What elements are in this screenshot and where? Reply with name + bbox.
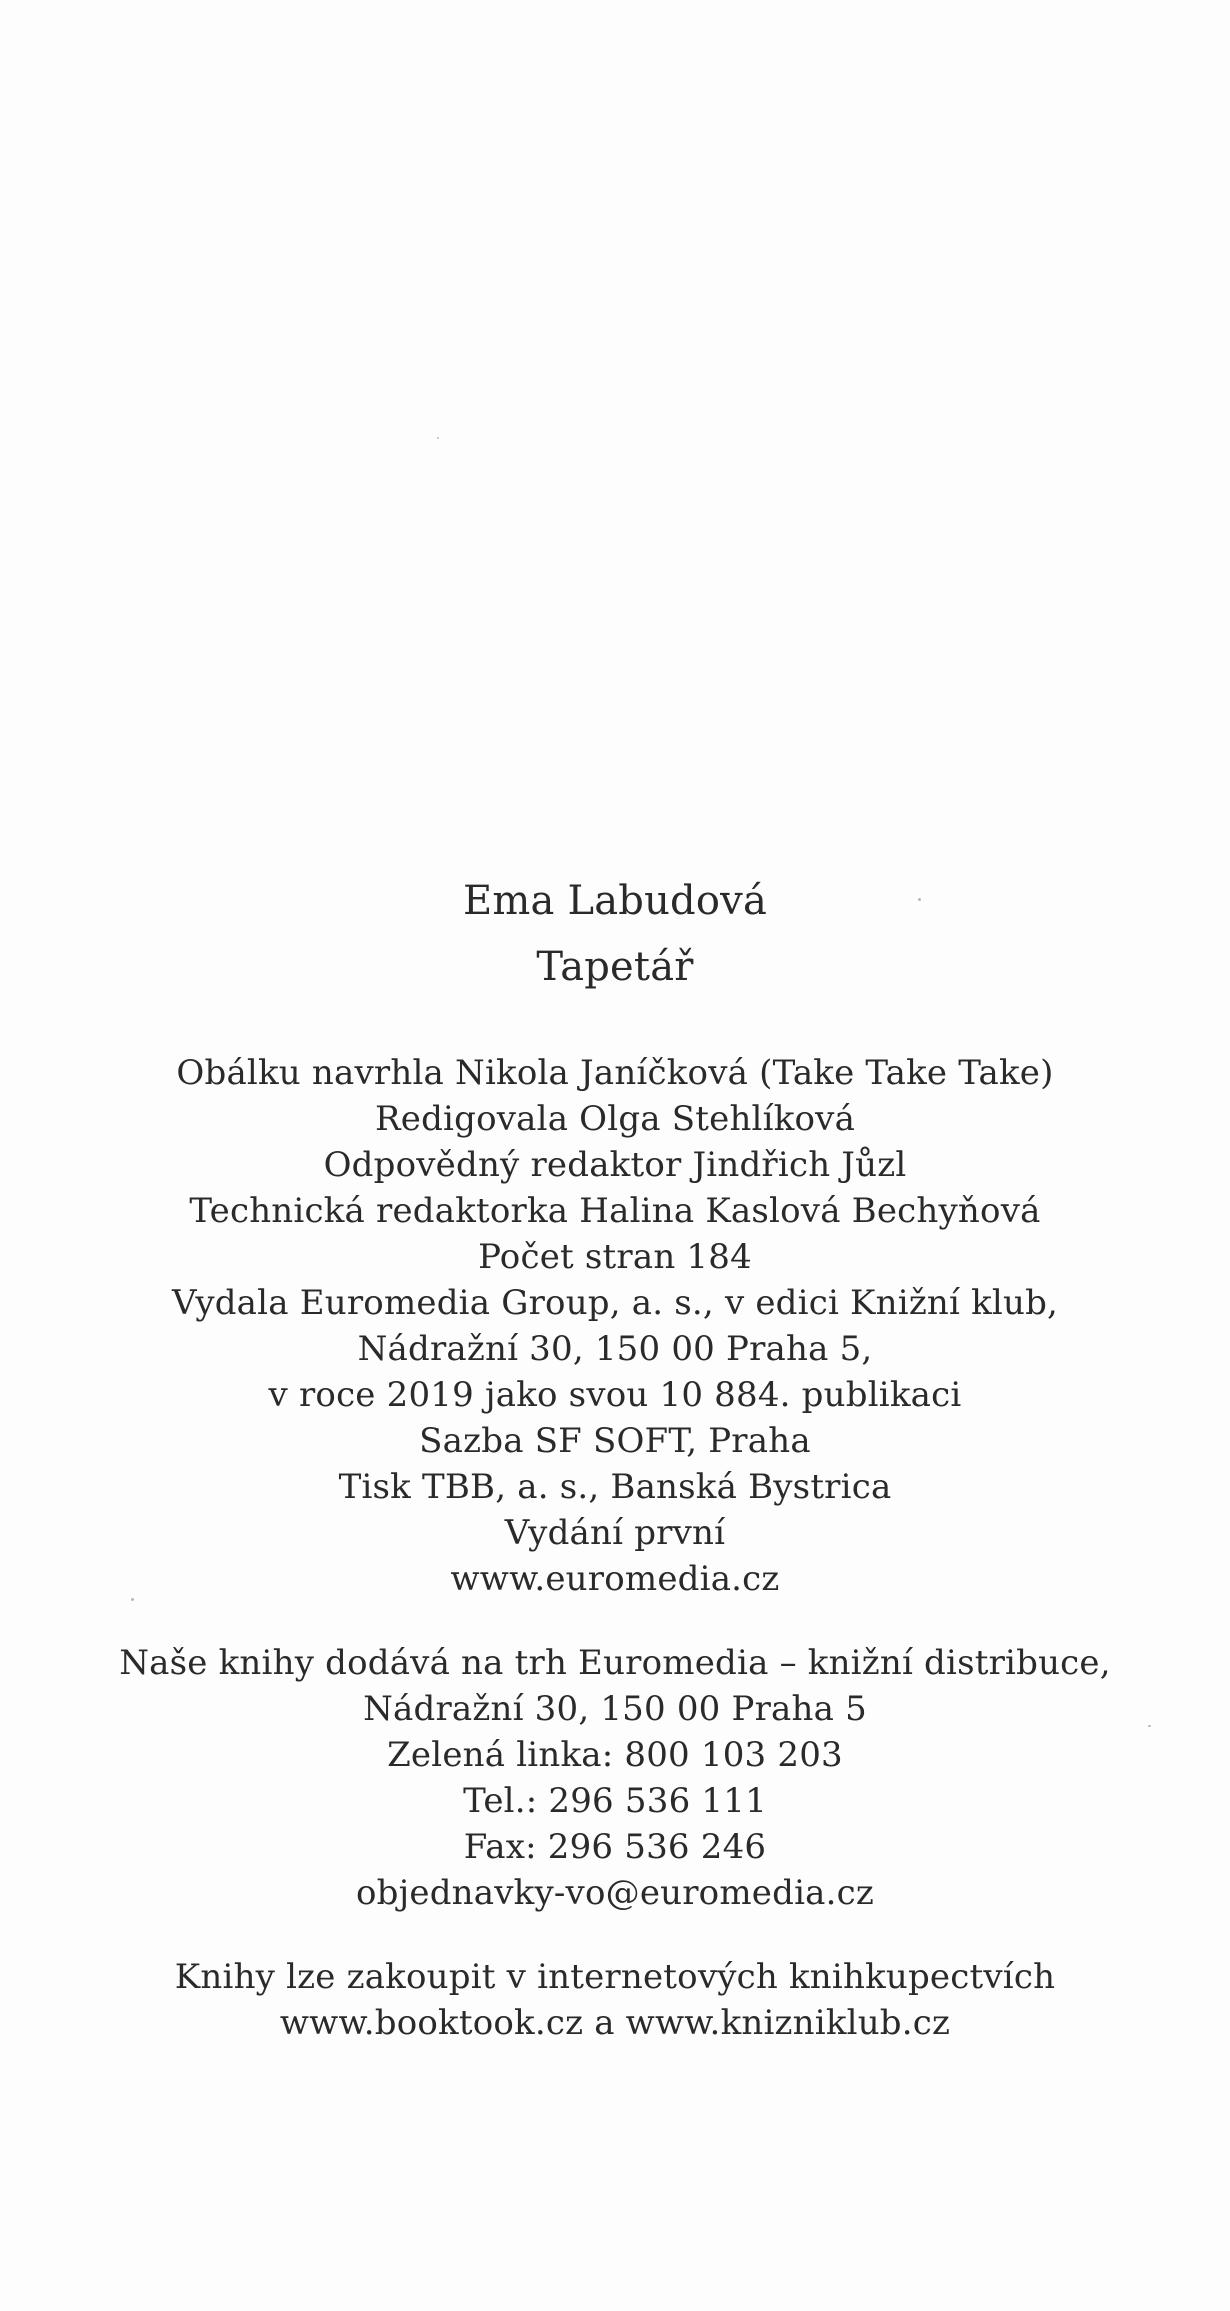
distributor-address-line: Nádražní 30, 150 00 Praha 5 (363, 1689, 867, 1729)
green-line-phone: Zelená linka: 800 103 203 (387, 1735, 843, 1775)
page-count-line: Počet stran 184 (478, 1237, 752, 1277)
cover-designer-line: Obálku navrhla Nikola Janíčková (Take Take Take) (176, 1053, 1054, 1093)
title-block (0, 868, 1230, 1000)
distribution-info (0, 1640, 1230, 1916)
publisher-address-line: Nádražní 30, 150 00 Praha 5, (357, 1329, 873, 1369)
paper-speck (437, 437, 439, 439)
publisher-website: www.euromedia.cz (450, 1559, 780, 1599)
edition-line: Vydání první (504, 1513, 726, 1553)
order-email: objednavky-vo@euromedia.cz (356, 1873, 874, 1913)
shops-intro-line: Knihy lze zakoupit v internetových knihkupectvích (174, 1957, 1056, 1997)
book-title: Tapetář (536, 944, 694, 990)
fax-line: Fax: 296 536 246 (463, 1827, 767, 1867)
typesetting-line: Sazba SF SOFT, Praha (419, 1421, 811, 1461)
author-name: Ema Labudová (462, 878, 767, 924)
distributor-line: Naše knihy dodává na trh Euromedia – knižní distribuce, (119, 1643, 1111, 1683)
technical-editor-line: Technická redaktorka Halina Kaslová Bechyňová (189, 1191, 1041, 1231)
shops-websites-line: www.booktook.cz a www.knizniklub.cz (279, 2003, 951, 2043)
online-shops-info (0, 1954, 1230, 2046)
printing-line: Tisk TBB, a. s., Banská Bystrica (338, 1467, 892, 1507)
publication-year-line: v roce 2019 jako svou 10 884. publikaci (268, 1375, 962, 1415)
editor-line: Redigovala Olga Stehlíková (374, 1099, 856, 1139)
telephone-line: Tel.: 296 536 111 (463, 1781, 767, 1821)
publisher-line: Vydala Euromedia Group, a. s., v edici Knižní klub, (171, 1283, 1059, 1323)
responsible-editor-line: Odpovědný redaktor Jindřich Jůzl (323, 1145, 907, 1185)
colophon-credits (0, 1050, 1230, 1602)
